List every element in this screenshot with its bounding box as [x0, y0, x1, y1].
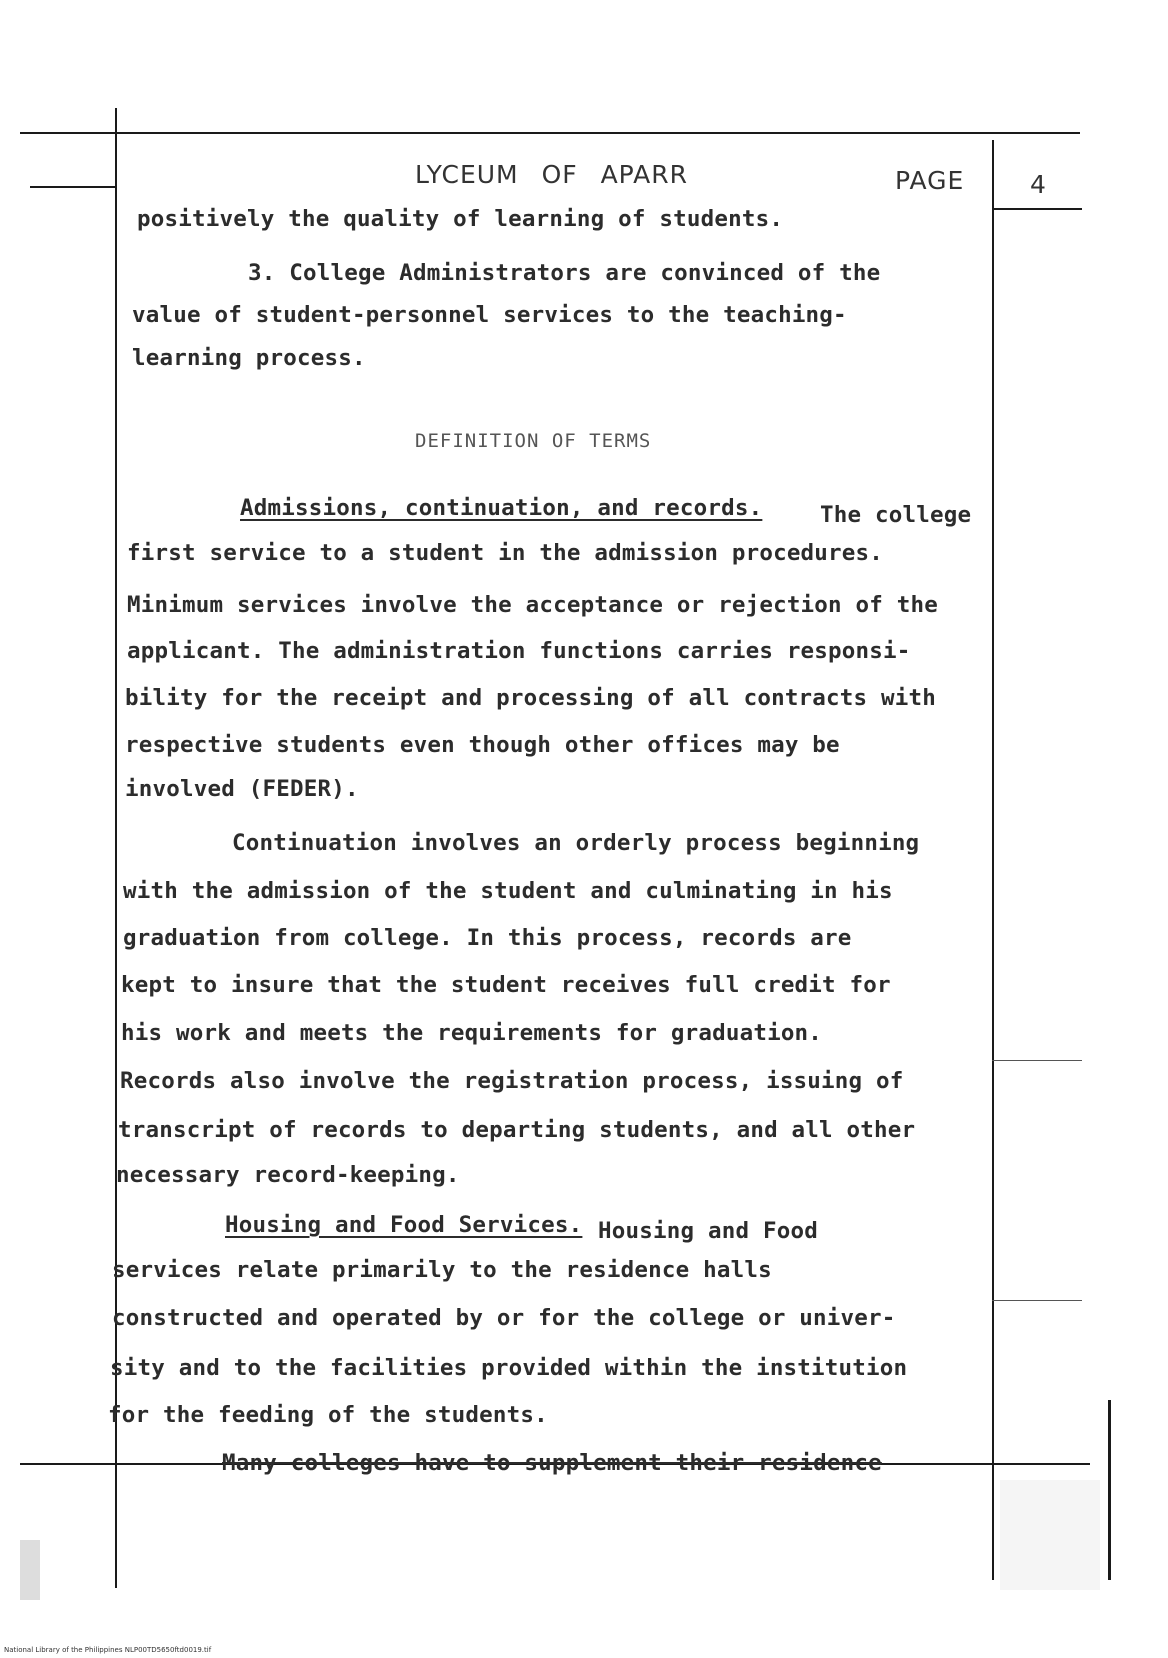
text-line: with the admission of the student and culminating in his [123, 878, 893, 904]
text-line: his work and meets the requirements for graduation. [121, 1020, 823, 1046]
text-line: positively the quality of learning of students. [137, 206, 784, 232]
text-line: Records also involve the registration process, issuing of [120, 1068, 904, 1094]
text-line: necessary record-keeping. [116, 1162, 460, 1188]
subheading-housing: Housing and Food Services. [225, 1212, 583, 1238]
text-line: involved (FEDER). [125, 776, 359, 802]
text-line: constructed and operated by or for the college or univer- [112, 1305, 896, 1331]
scan-noise [1000, 1480, 1100, 1590]
text-line: learning process. [132, 345, 366, 371]
text-line: 3. College Administrators are convinced of the [248, 260, 881, 286]
text-line: Housing and Food [598, 1218, 818, 1244]
text-line-cut: Many colleges have to supplement their residence [222, 1450, 882, 1476]
header-title: LYCEUM OF APARR [415, 160, 689, 189]
page-label: PAGE [895, 166, 965, 195]
text-line: for the feeding of the students. [108, 1402, 548, 1428]
text-line: bility for the receipt and processing of all contracts with [125, 685, 937, 711]
text-line: transcript of records to departing students, and all other [118, 1117, 916, 1143]
text-line: first service to a student in the admission procedures. [127, 540, 884, 566]
text-line: Continuation involves an orderly process beginning [232, 830, 920, 856]
text-line: kept to insure that the student receives full credit for [121, 972, 891, 998]
text-line: value of student-personnel services to the teaching- [132, 302, 847, 328]
text-line: The college [820, 502, 972, 528]
section-title: DEFINITION OF TERMS [415, 430, 652, 452]
text-line: graduation from college. In this process, records are [123, 925, 852, 951]
text-line: applicant. The administration functions carries responsi- [127, 638, 911, 664]
subheading-admissions: Admissions, continuation, and records. [240, 495, 763, 521]
text-line: Minimum services involve the acceptance or rejection of the [127, 592, 939, 618]
text-line: sity and to the facilities provided within the institution [110, 1355, 908, 1381]
scan-noise [20, 1540, 40, 1600]
page-number: 4 [1030, 170, 1047, 199]
text-line: services relate primarily to the residence halls [112, 1257, 772, 1283]
text-line: respective students even though other offices may be [125, 732, 840, 758]
scan-source-footer: National Library of the Philippines NLP00TD5650ftd0019.tif [4, 1646, 212, 1654]
